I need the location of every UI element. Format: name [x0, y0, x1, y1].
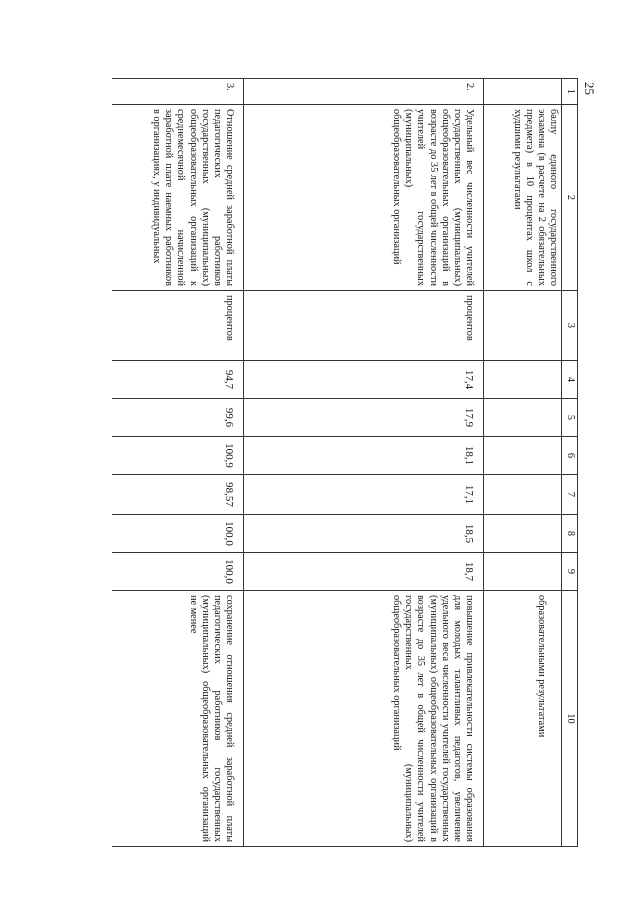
col-header-7: 7 — [562, 475, 578, 515]
value-cell: 17,4 — [244, 361, 484, 399]
col-header-6: 6 — [562, 437, 578, 475]
indicator-name: Удельный вес численности учителей государственных (муниципальных) общеобразовательных организаций в возрасте до 35 лет в общей численности учителей государственных (муниципальных) общеобразовательных организаций — [244, 105, 484, 291]
value-cell: 17,1 — [244, 475, 484, 515]
expected-result: сохранение отношения средней заработной платы педагогических работников государственных (муниципальных) общеобразовательных организаций не менее — [112, 591, 244, 847]
unit-cell: процентов — [112, 291, 244, 361]
value-cell: 18,7 — [244, 553, 484, 591]
table-row — [484, 79, 562, 847]
expected-result: повышение привлекательности системы образования для молодых талантливых педагогов, увеличение удельного веса численности учителей государственных (муниципальных) общеобразовательных организаций в возрасте до 35 лет в общей численности учителей государственных (муниципальных) общеобразовательных организаций — [244, 591, 484, 847]
expected-result: образовательными результатами — [484, 591, 562, 847]
value-cell: 94,7 — [112, 361, 244, 399]
indicator-table — [112, 78, 578, 846]
row-number — [484, 79, 562, 105]
unit-cell — [484, 291, 562, 361]
value-cell: 18,1 — [244, 437, 484, 475]
value-cell — [484, 437, 562, 475]
indicator-name: баллу единого государственного экзамена (в расчете на 2 обязательных предмета) в 10 процентах школ с худшими результатами — [484, 105, 562, 291]
value-cell — [484, 553, 562, 591]
page-number: 25 — [582, 82, 597, 95]
row-number: 3. — [112, 79, 244, 105]
table-row — [244, 79, 484, 847]
col-header-10: 10 — [562, 591, 578, 847]
row-number: 2. — [244, 79, 484, 105]
value-cell: 100,0 — [112, 515, 244, 553]
table-row — [112, 79, 244, 847]
value-cell — [484, 475, 562, 515]
value-cell: 100,0 — [112, 553, 244, 591]
col-header-2: 2 — [562, 105, 578, 291]
col-header-5: 5 — [562, 399, 578, 437]
col-header-8: 8 — [562, 515, 578, 553]
value-cell: 98,57 — [112, 475, 244, 515]
indicator-name: Отношение средней заработной платы педагогических работников государственных (муниципальных) общеобразовательных организаций к среднемесячной начисленной заработной плате наемных работников в организациях, у индивидуальных — [112, 105, 244, 291]
value-cell: 99,6 — [112, 399, 244, 437]
col-header-1: 1 — [562, 79, 578, 105]
col-header-9: 9 — [562, 553, 578, 591]
value-cell — [484, 515, 562, 553]
value-cell — [484, 361, 562, 399]
unit-cell: процентов — [244, 291, 484, 361]
value-cell: 18,5 — [244, 515, 484, 553]
col-header-3: 3 — [562, 291, 578, 361]
value-cell: 100,9 — [112, 437, 244, 475]
value-cell — [484, 399, 562, 437]
header-row — [562, 79, 578, 847]
col-header-4: 4 — [562, 361, 578, 399]
value-cell: 17,9 — [244, 399, 484, 437]
